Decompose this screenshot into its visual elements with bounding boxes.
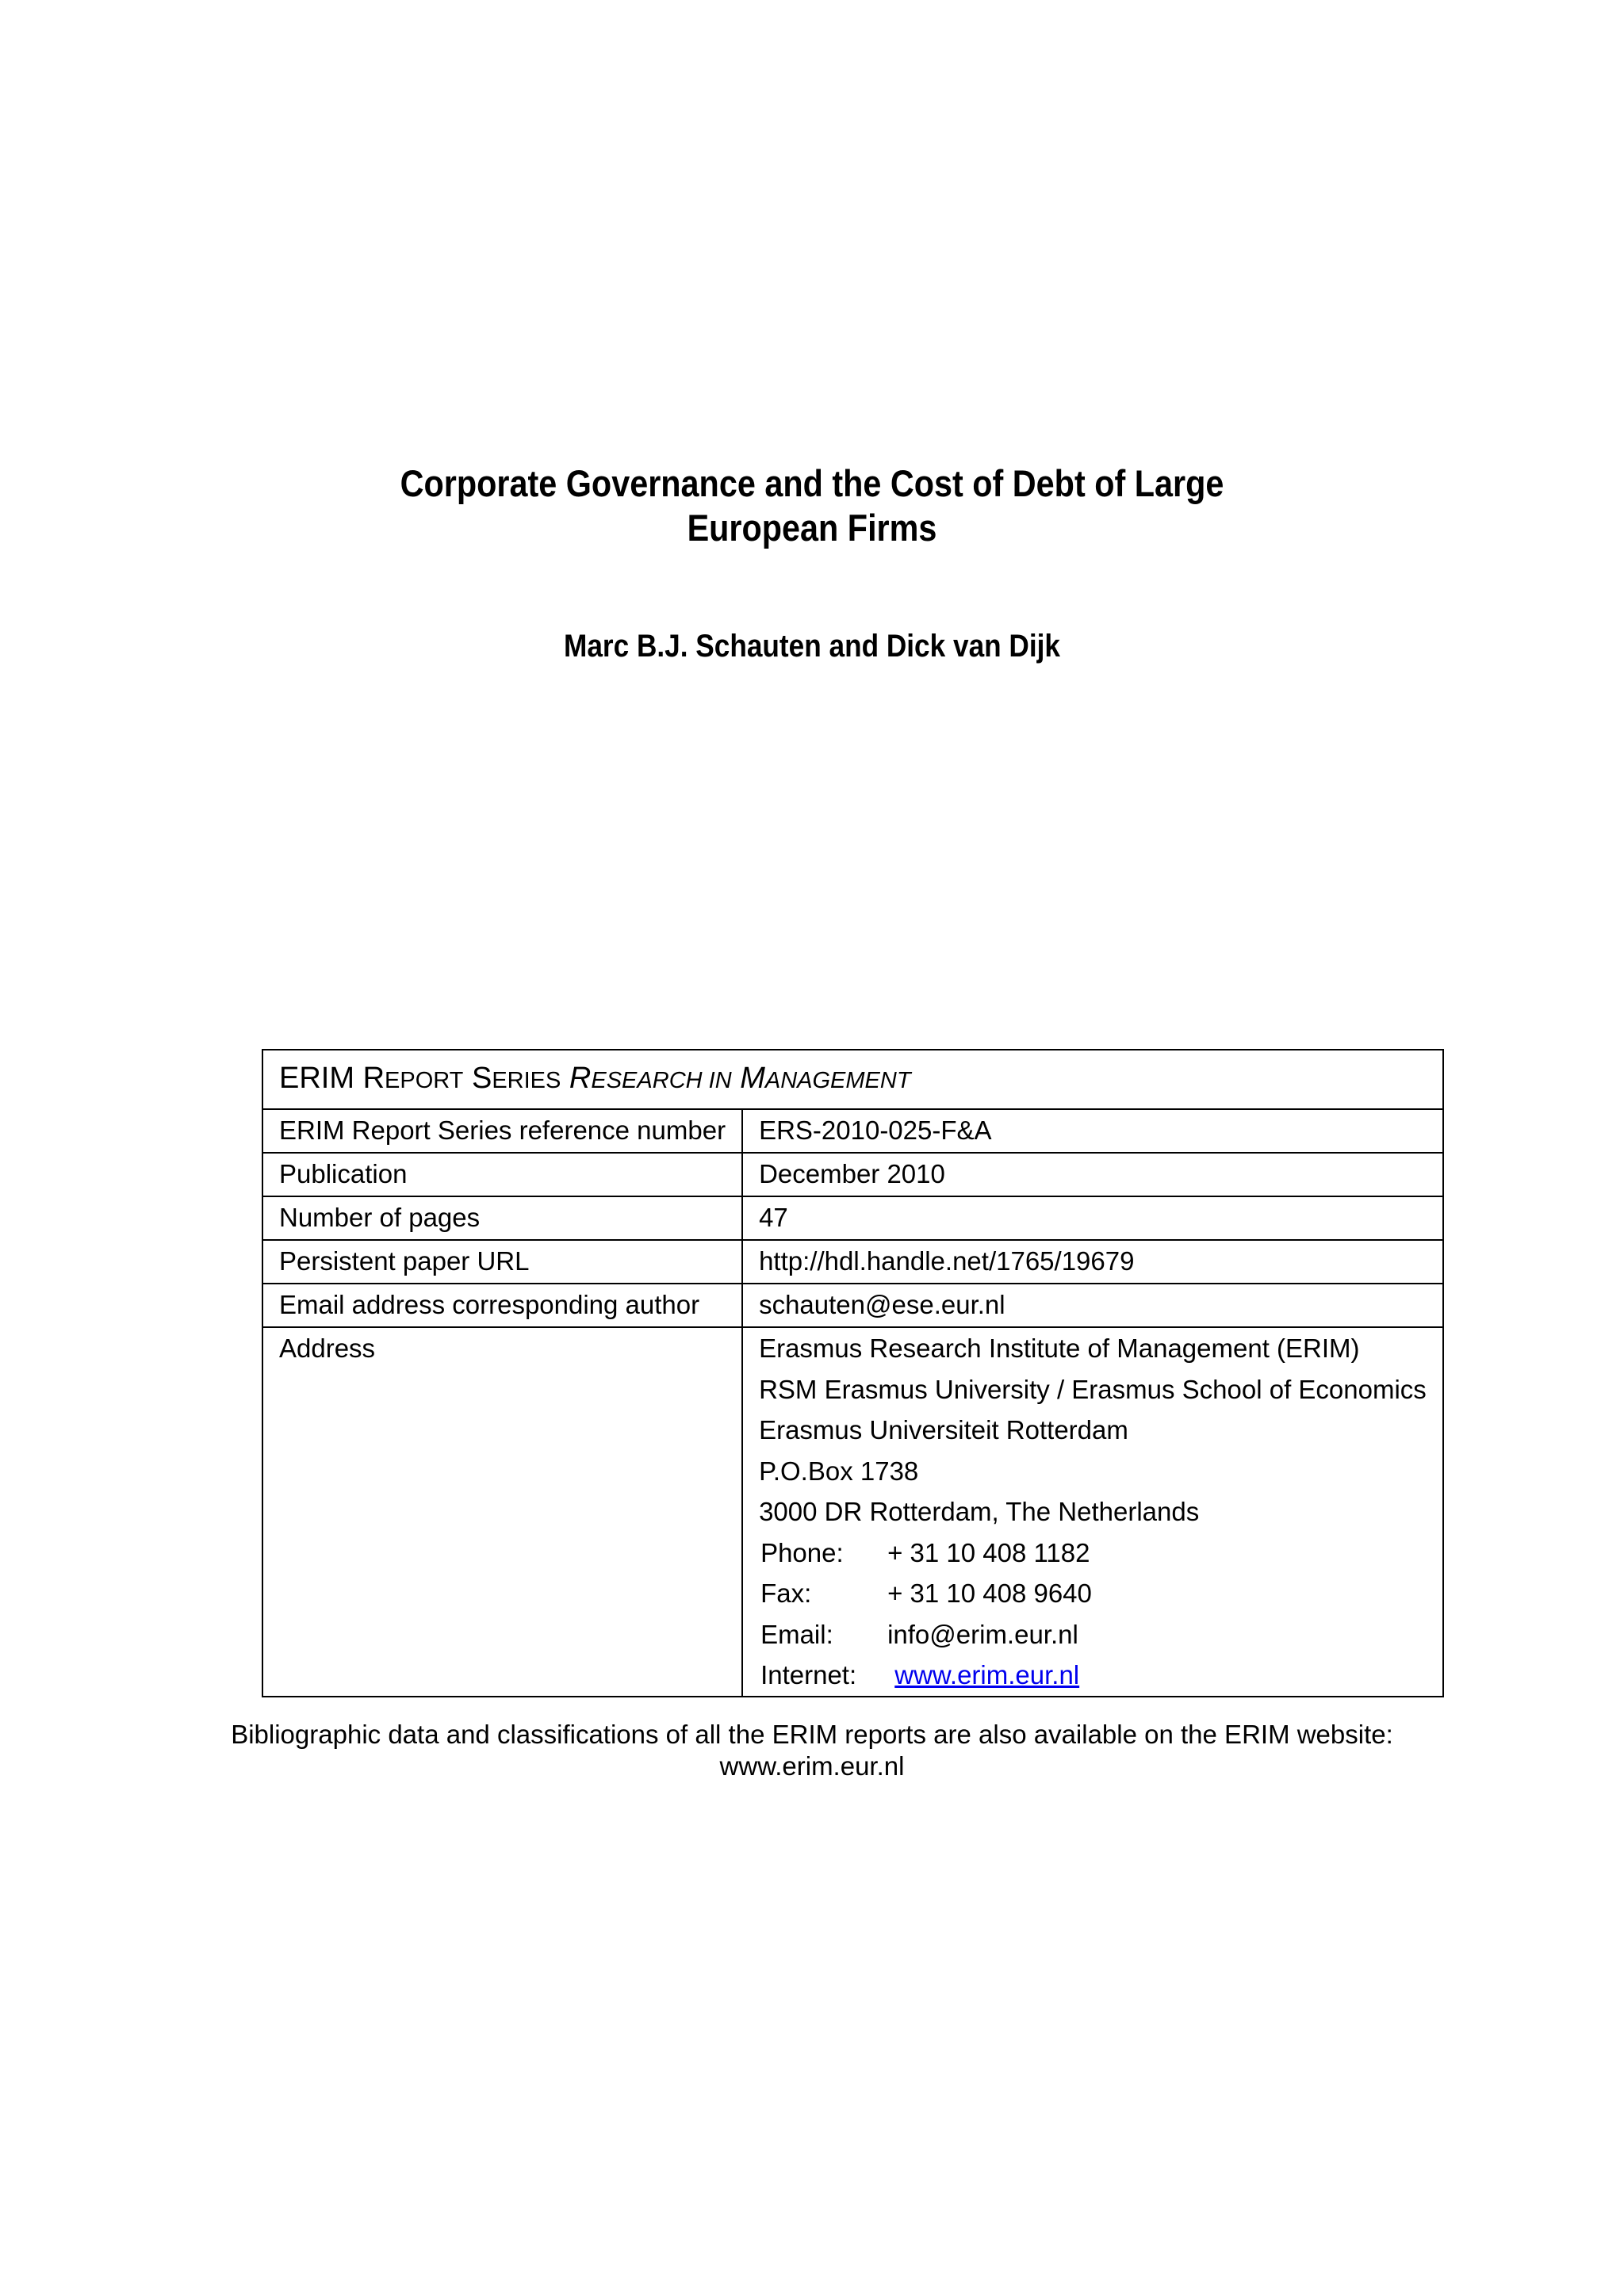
phone-value: + 31 10 408 1182 <box>887 1537 1090 1567</box>
address-line: P.O.Box 1738 <box>759 1456 919 1486</box>
row-label: Number of pages <box>262 1196 742 1240</box>
document-title <box>98 461 1526 550</box>
phone-key: Phone: <box>760 1537 844 1567</box>
heading-management-initial: M <box>740 1062 765 1095</box>
report-series-heading <box>262 1050 1443 1109</box>
heading-research-initial: R <box>569 1062 592 1095</box>
table-row <box>262 1153 1443 1196</box>
report-series-heading-row <box>262 1050 1443 1109</box>
row-label: Email address corresponding author <box>262 1284 742 1327</box>
heading-series-initial: S <box>471 1062 492 1095</box>
contact-internet <box>759 1655 1427 1696</box>
row-value: December 2010 <box>742 1153 1443 1196</box>
table-row <box>262 1240 1443 1284</box>
heading-research-rest: ESEARCH IN <box>591 1068 732 1093</box>
row-label: Persistent paper URL <box>262 1240 742 1284</box>
row-label: ERIM Report Series reference number <box>262 1109 742 1153</box>
table-row <box>262 1109 1443 1153</box>
internet-value <box>887 1655 1079 1696</box>
internet-key: Internet: <box>760 1660 857 1689</box>
fax-key: Fax: <box>760 1578 812 1608</box>
address-line: Erasmus Research Institute of Management (ERIM) <box>759 1334 1360 1363</box>
heading-management-rest: ANAGEMENT <box>764 1068 911 1093</box>
bibliographic-line-1: Bibliographic data and classifications of all the ERIM reports are also available on the ERIM website: <box>231 1720 1393 1749</box>
table-row <box>262 1196 1443 1240</box>
authors: Marc B.J. Schauten and Dick van Dijk <box>563 629 1060 664</box>
heading-report-initial: R <box>362 1062 385 1095</box>
address-line: Erasmus Universiteit Rotterdam <box>759 1415 1128 1445</box>
address-line: 3000 DR Rotterdam, The Netherlands <box>759 1497 1200 1526</box>
title-line-2: European Firms <box>687 507 937 549</box>
table-row <box>262 1284 1443 1327</box>
contact-email <box>759 1614 1427 1655</box>
report-info-table <box>262 1049 1444 1697</box>
row-label: Publication <box>262 1153 742 1196</box>
address-value <box>742 1327 1443 1697</box>
bibliographic-note <box>0 1719 1624 1782</box>
title-line-1: Corporate Governance and the Cost of Debt of Large <box>400 462 1224 504</box>
contact-phone <box>759 1533 1427 1574</box>
row-value: ERS-2010-025-F&A <box>742 1109 1443 1153</box>
email-key: Email: <box>760 1619 833 1649</box>
row-value: http://hdl.handle.net/1765/19679 <box>742 1240 1443 1284</box>
contact-fax <box>759 1573 1427 1614</box>
address-label: Address <box>262 1327 742 1697</box>
heading-erim: ERIM <box>279 1062 354 1095</box>
email-value: info@erim.eur.nl <box>887 1619 1078 1649</box>
website-link[interactable]: www.erim.eur.nl <box>894 1660 1080 1689</box>
fax-value: + 31 10 408 9640 <box>887 1578 1092 1608</box>
bibliographic-line-2: www.erim.eur.nl <box>719 1751 905 1781</box>
heading-series-rest: ERIES <box>492 1068 561 1093</box>
row-value: schauten@ese.eur.nl <box>742 1284 1443 1327</box>
row-value: 47 <box>742 1196 1443 1240</box>
address-line: RSM Erasmus University / Erasmus School of Economics <box>759 1374 1427 1404</box>
heading-report-rest: EPORT <box>385 1068 464 1093</box>
address-row <box>262 1327 1443 1697</box>
